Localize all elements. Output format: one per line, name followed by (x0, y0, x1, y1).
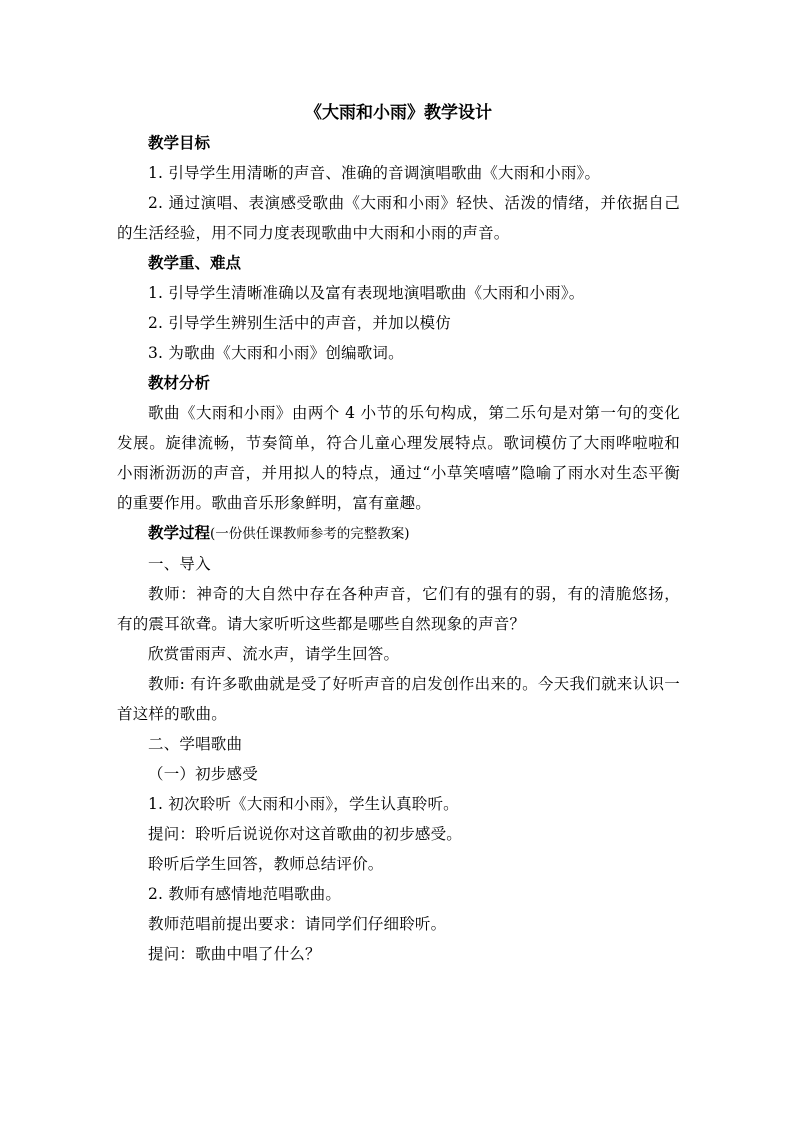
part2-heading: 二、学唱歌曲 (148, 735, 243, 753)
section-heading-goals: 教学目标 (148, 133, 211, 152)
part2-line-3: 聆听后学生回答，教师总结评价。 (148, 855, 384, 873)
section-heading-analysis: 教材分析 (148, 373, 211, 392)
part1-heading: 一、导入 (148, 555, 211, 573)
section-heading-key-points: 教学重、难点 (148, 253, 242, 272)
part1-line-2: 欣赏雷雨声、流水声，请学生回答。 (148, 645, 400, 663)
key-point-item-3: 3. 为歌曲《大雨和小雨》创编歌词。 (148, 344, 404, 362)
document-body (117, 98, 680, 969)
part2-line-6: 提问：歌曲中唱了什么？ (148, 945, 321, 963)
key-point-item-2: 2. 引导学生辨别生活中的声音，并加以模仿 (148, 314, 451, 332)
part1-line-3: 教师: 有许多歌曲就是受了好听声音的启发创作出来的。今天我们就来认识一首这样的歌曲。 (117, 675, 680, 723)
part2-line-4: 2. 教师有感情地范唱歌曲。 (148, 885, 342, 903)
goal-item-1: 1. 引导学生用清晰的声音、准确的音调演唱歌曲《大雨和小雨》。 (148, 164, 601, 182)
analysis-paragraph: 歌曲《大雨和小雨》由两个 4 小节的乐句构成，第二乐句是对第一句的变化发展。旋律流畅，节奏简单，符合儿童心理发展特点。歌词模仿了大雨哗啦啦和小雨淅沥沥的声音，并用拟人的特点，通过“小草笑嘻嘻”隐喻了雨水对生态平衡的重要作用。歌曲音乐形象鲜明，富有童趣。 (117, 404, 680, 512)
section-heading-process (117, 518, 680, 549)
part2-line-2: 提问：聆听后说说你对这首歌曲的初步感受。 (148, 825, 463, 843)
key-point-item-1: 1. 引导学生清晰准确以及富有表现地演唱歌曲《大雨和小雨》。 (148, 284, 585, 302)
part2-sub-heading: （一）初步感受 (148, 765, 258, 783)
goal-item-2: 2. 通过演唱、表演感受歌曲《大雨和小雨》轻快、活泼的情绪，并依据自己的生活经验，用不同力度表现歌曲中大雨和小雨的声音。 (117, 194, 680, 242)
part2-line-1: 1. 初次聆听《大雨和小雨》，学生认真聆听。 (148, 795, 459, 813)
process-heading-note: (一份供任课教师参考的完整教案) (210, 526, 410, 542)
process-heading-text: 教学过程 (148, 523, 211, 542)
part1-line-1: 教师：神奇的大自然中存在各种声音，它们有的强有的弱，有的清脆悠扬，有的震耳欲聋。请大家听听这些都是哪些自然现象的声音？ (117, 585, 680, 633)
page-title: 《大雨和小雨》教学设计 (305, 103, 492, 123)
part2-line-5: 教师范唱前提出要求：请同学们仔细聆听。 (148, 915, 447, 933)
